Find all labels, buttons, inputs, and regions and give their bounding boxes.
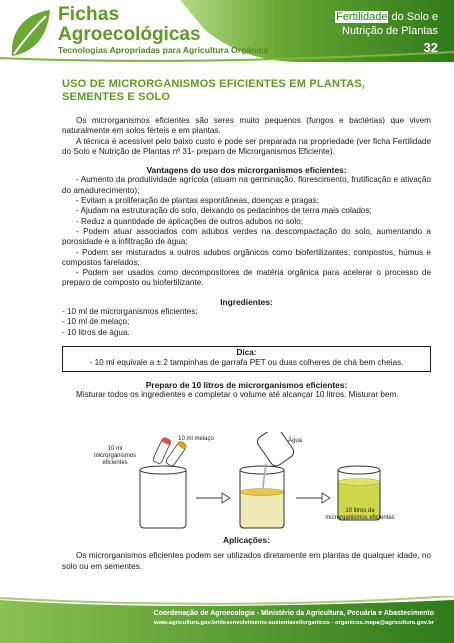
list-item: - Aumento da produtividade agrícola (atuam na germinação, florescimento, frutificação e ativação do amadurecimento); [62,175,431,195]
label-molasses: 10 ml melaço [178,436,214,442]
document-title [62,78,431,104]
list-item: - Podem ser usados como decompositores de matéria orgânica para acelerar o processo de preparo de composto ou biofertilizante. [62,268,431,288]
list-item: - Evitam a proliferação de plantas espontâneas, doenças e pragas; [76,196,320,206]
list-item: - Ajudam na estruturação do solo, deixando os pedacinhos de terra mais colados; [76,206,372,216]
intro-paragraph-1: Os microrganismos eficientes são seres muito pequenos (fungos e bactérias) que vivem naturalmente em solos férteis e em plantas. [62,116,431,136]
tip-title: Dica: [236,347,257,357]
preparation-heading: Preparo de 10 litros de microrganismos eficientes: [145,379,348,390]
applications-section [62,535,431,572]
series-label [335,11,438,56]
ingredients-heading: Ingredientes: [220,296,273,307]
list-item: - 10 ml de microrganismos eficientes; [62,307,198,317]
page-header [0,0,454,66]
list-item: - Podem ser misturados a outros adubos orgânicos como biofertilizantes, compostos, húmus e compostos farelados; [62,247,431,267]
logo-line-1: Fichas [58,4,120,25]
applications-heading: Aplicações: [222,535,270,545]
advantages-list [62,175,431,288]
series-line-2: Nutrição de Plantas [342,24,438,37]
list-item: - Reduz a quantidade de aplicações de outros adubos no solo; [76,216,304,226]
brand-logo [58,5,268,55]
logo-tagline: Tecnologias Apropriadas para Agricultura Orgânica [58,45,269,55]
title-line-1: USO DE MICRORGANISMOS EFICIENTES EM PLANTAS, [62,78,366,90]
ingredients-list [62,307,431,338]
document-body [62,78,431,400]
page-footer [0,596,454,643]
label-result: 10 litros de microrganismos eficientes [325,508,395,521]
label-water: Água [287,438,302,444]
preparation-text: Misturar todos os ingredientes e completar o volume até alcançar 10 litros. Misturar bem. [76,389,399,399]
tip-box [62,346,431,372]
list-item: - 10 ml de melaço; [62,317,130,327]
series-line-1: do Solo e [388,11,438,23]
series-highlight: Fertilidade [336,11,388,23]
title-line-2: SEMENTES E SOLO [62,91,171,103]
footer-organization: Coordenação de Agroecologia - Ministério da Agricultura, Pecuária e Abastecimento [153,610,434,617]
applications-text: Os microrganismos eficientes podem ser utilizados diretamente em plantas de qualquer idade, no solo ou em sementes. [62,551,431,571]
series-number: 32 [423,39,438,55]
tip-text: - 10 ml equivale a ± 2 tampinhas de garrafa PET ou duas colheres de chá bem cheias. [89,358,404,368]
preparation-illustration [70,432,400,530]
intro-paragraph-2: A técnica é acessível pelo baixo custo e pode ser preparada na propriedade (ver ficha Fertilidade do Solo e Nutrição de Plantas nº 31- preparo de Microrganismos Eficiente). [62,136,431,156]
label-microorganisms: 10 ml microrganismos eficientes [93,446,137,466]
list-item: - Podem atuar associados com adubos verdes na descompactação do solo, aumentando a porosidade e a infiltração de água; [62,226,431,247]
logo-line-2: Agroecológicas [58,24,201,45]
leaf-logo-icon [4,6,56,60]
footer-contact: www.agricultura.gov.br/desenvolvimento-sustentavel/organicos - organicos.mapa@agricultura.gov.br [154,620,434,626]
list-item: - 10 litros de água. [62,327,130,337]
advantages-heading: Vantagens do uso dos microrganismos eficientes: [146,165,347,176]
